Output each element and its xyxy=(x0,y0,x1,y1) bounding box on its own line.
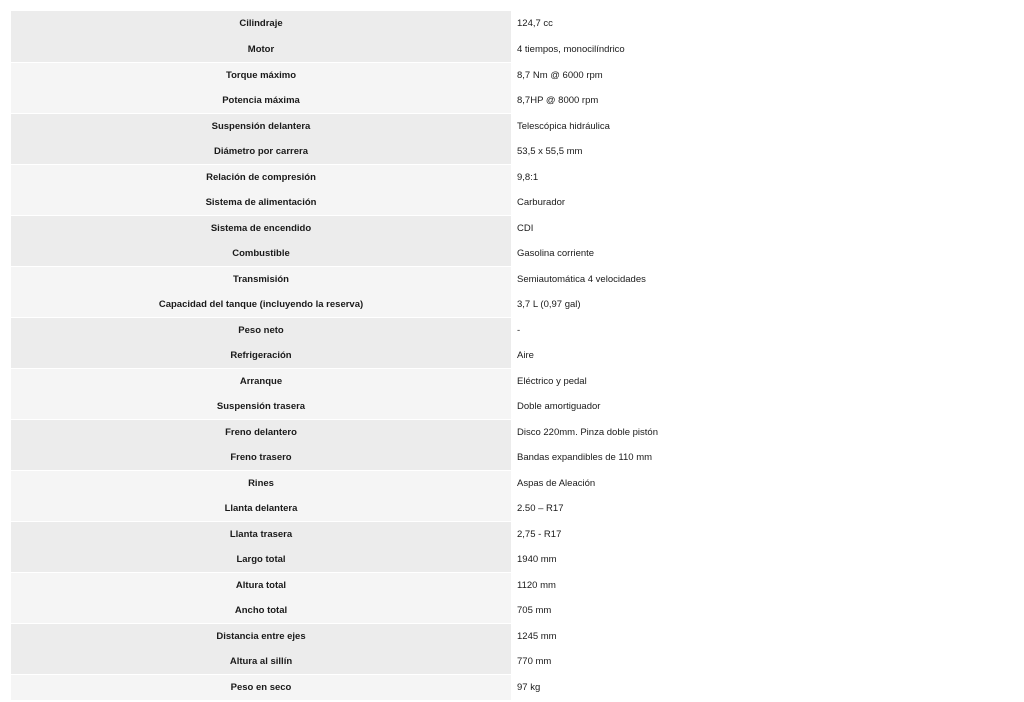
spec-value: 124,7 cc xyxy=(511,11,1014,37)
spec-table-container xyxy=(11,11,1014,700)
spec-label: Freno delantero xyxy=(11,419,511,445)
spec-value: Aspas de Aleación xyxy=(511,470,1014,496)
table-row xyxy=(11,11,1014,37)
spec-value: - xyxy=(511,317,1014,343)
spec-value: 1940 mm xyxy=(511,547,1014,573)
table-row xyxy=(11,139,1014,165)
spec-label: Sistema de alimentación xyxy=(11,190,511,216)
table-row xyxy=(11,266,1014,292)
spec-label: Transmisión xyxy=(11,266,511,292)
spec-value: 1245 mm xyxy=(511,623,1014,649)
spec-label: Sistema de encendido xyxy=(11,215,511,241)
spec-label: Torque máximo xyxy=(11,62,511,88)
spec-value: Eléctrico y pedal xyxy=(511,368,1014,394)
spec-value: Carburador xyxy=(511,190,1014,216)
table-row xyxy=(11,521,1014,547)
spec-label: Relación de compresión xyxy=(11,164,511,190)
table-row xyxy=(11,164,1014,190)
spec-label: Distancia entre ejes xyxy=(11,623,511,649)
spec-label: Largo total xyxy=(11,547,511,573)
table-row xyxy=(11,496,1014,522)
table-row xyxy=(11,368,1014,394)
spec-label: Suspensión trasera xyxy=(11,394,511,420)
spec-label: Refrigeración xyxy=(11,343,511,369)
spec-label: Capacidad del tanque (incluyendo la reserva) xyxy=(11,292,511,318)
spec-value: 2.50 – R17 xyxy=(511,496,1014,522)
spec-label: Altura al sillín xyxy=(11,649,511,675)
table-row xyxy=(11,547,1014,573)
table-row xyxy=(11,241,1014,267)
spec-value: 2,75 - R17 xyxy=(511,521,1014,547)
spec-table xyxy=(11,11,1014,700)
table-row xyxy=(11,113,1014,139)
spec-label: Rines xyxy=(11,470,511,496)
spec-label: Potencia máxima xyxy=(11,88,511,114)
table-row xyxy=(11,394,1014,420)
spec-value: 4 tiempos, monocilíndrico xyxy=(511,37,1014,63)
table-row xyxy=(11,37,1014,63)
spec-value: Disco 220mm. Pinza doble pistón xyxy=(511,419,1014,445)
spec-label: Arranque xyxy=(11,368,511,394)
table-row xyxy=(11,317,1014,343)
spec-table-body xyxy=(11,11,1014,700)
table-row xyxy=(11,62,1014,88)
table-row xyxy=(11,419,1014,445)
spec-value: 1120 mm xyxy=(511,572,1014,598)
spec-value: 53,5 x 55,5 mm xyxy=(511,139,1014,165)
spec-value: Telescópica hidráulica xyxy=(511,113,1014,139)
spec-value: 8,7HP @ 8000 rpm xyxy=(511,88,1014,114)
spec-value: Aire xyxy=(511,343,1014,369)
spec-value: 9,8:1 xyxy=(511,164,1014,190)
spec-label: Freno trasero xyxy=(11,445,511,471)
spec-value: 705 mm xyxy=(511,598,1014,624)
spec-label: Llanta trasera xyxy=(11,521,511,547)
spec-label: Peso neto xyxy=(11,317,511,343)
spec-label: Ancho total xyxy=(11,598,511,624)
table-row xyxy=(11,598,1014,624)
table-row xyxy=(11,470,1014,496)
spec-value: 770 mm xyxy=(511,649,1014,675)
table-row xyxy=(11,215,1014,241)
spec-value: Bandas expandibles de 110 mm xyxy=(511,445,1014,471)
table-row xyxy=(11,190,1014,216)
table-row xyxy=(11,88,1014,114)
table-row xyxy=(11,445,1014,471)
spec-value: 8,7 Nm @ 6000 rpm xyxy=(511,62,1014,88)
spec-label: Diámetro por carrera xyxy=(11,139,511,165)
table-row xyxy=(11,623,1014,649)
spec-label: Motor xyxy=(11,37,511,63)
spec-value: Doble amortiguador xyxy=(511,394,1014,420)
table-row xyxy=(11,292,1014,318)
spec-label: Altura total xyxy=(11,572,511,598)
spec-label: Llanta delantera xyxy=(11,496,511,522)
spec-label: Cilindraje xyxy=(11,11,511,37)
spec-label: Suspensión delantera xyxy=(11,113,511,139)
table-row xyxy=(11,674,1014,700)
table-row xyxy=(11,572,1014,598)
spec-label: Peso en seco xyxy=(11,674,511,700)
spec-value: Semiautomática 4 velocidades xyxy=(511,266,1014,292)
spec-value: Gasolina corriente xyxy=(511,241,1014,267)
spec-value: 97 kg xyxy=(511,674,1014,700)
spec-value: CDI xyxy=(511,215,1014,241)
spec-value: 3,7 L (0,97 gal) xyxy=(511,292,1014,318)
spec-label: Combustible xyxy=(11,241,511,267)
table-row xyxy=(11,343,1014,369)
table-row xyxy=(11,649,1014,675)
